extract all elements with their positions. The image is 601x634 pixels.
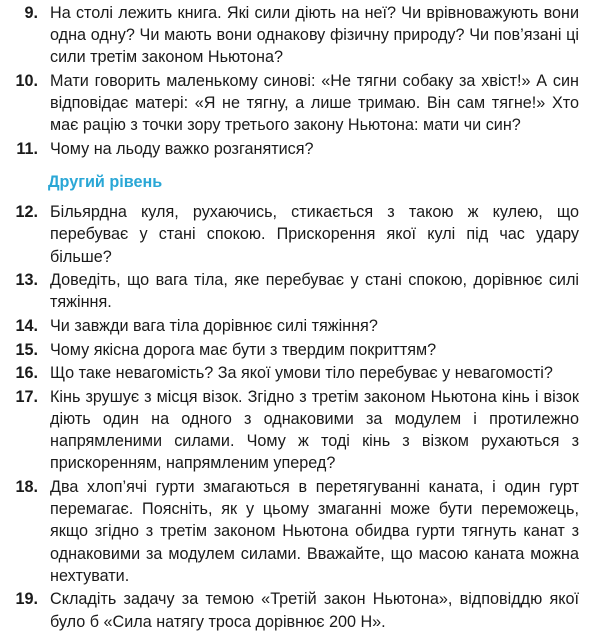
problem-13 (0, 269, 601, 313)
problem-number: 12. (15, 203, 38, 222)
problem-text: На столі лежить книга. Які сили діють на неї? Чи врівноважують вони одна одну? Чи мають вони однакову фізичну природу? Чи пов’язані ці сили третім законом Ньютона? (50, 4, 579, 67)
problem-11 (0, 138, 601, 160)
problem-14 (0, 315, 601, 337)
problem-text: Чи завжди вага тіла дорівнює силі тяжіння? (50, 317, 378, 335)
problem-10 (0, 70, 601, 137)
problem-number: 9. (24, 4, 38, 22)
problem-number: 18. (15, 477, 38, 496)
problem-17 (0, 386, 601, 475)
problem-9 (0, 2, 601, 69)
problem-number: 16. (15, 364, 38, 383)
problem-number: 14. (15, 317, 38, 335)
problem-number: 17. (15, 387, 38, 406)
problem-number: 11. (16, 140, 38, 158)
problem-number: 19. (15, 590, 38, 609)
problem-text: Кінь зрушує з місця візок. Згідно з третім законом Ньютона кінь і візок діють один на одного з однаковими за модулем і протилежно напрямленими силами. Чому ж тоді кінь з візком рухаються з прискоренням, напрямленим уперед? (50, 387, 579, 473)
problem-12 (0, 201, 601, 268)
problem-text: Що таке невагомість? За якої умови тіло перебуває у невагомості? (50, 364, 553, 383)
problem-15 (0, 339, 601, 361)
problem-number: 10. (15, 72, 38, 90)
textbook-page (0, 2, 601, 634)
problem-number: 15. (15, 340, 38, 359)
section-heading: Другий рівень (48, 173, 163, 192)
problem-text: Доведіть, що вага тіла, яке перебуває у стані спокою, дорівнює силі тяжіння. (50, 271, 579, 312)
problem-19 (0, 588, 601, 632)
problem-text: Мати говорить маленькому синові: «Не тягни собаку за хвіст!» А син відповідає матері: «Я не тягну, а лише тримаю. Він сам тягне!» Хто має рацію з точки зору третього закону Ньютона: мати чи син? (50, 72, 579, 135)
problem-text: Більярдна куля, рухаючись, стикається з такою ж кулею, що перебуває у стані спокою. Прискорення якої кулі під час удару більше? (50, 203, 579, 266)
problem-18 (0, 476, 601, 587)
problem-text: Чому якісна дорога має бути з твердим покриттям? (50, 340, 437, 359)
problem-text: Складіть задачу за темою «Третій закон Ньютона», відповіддю якої було б «Сила натягу троса дорівнює 200 Н». (50, 590, 579, 631)
problem-text: Чому на льоду важко розганятися? (50, 140, 314, 158)
problem-number: 13. (15, 271, 38, 290)
problem-text: Два хлоп’ячі гурти змагаються в перетягуванні каната, і один гурт перемагає. Поясніть, як у цьому змаганні може бути переможець, якщо згідно з третім законом Ньютона обидва гурти тягнуть канат з однаковими за модулем силами. Вважайте, що масою каната можна нехтувати. (50, 477, 579, 585)
problem-16 (0, 362, 601, 384)
